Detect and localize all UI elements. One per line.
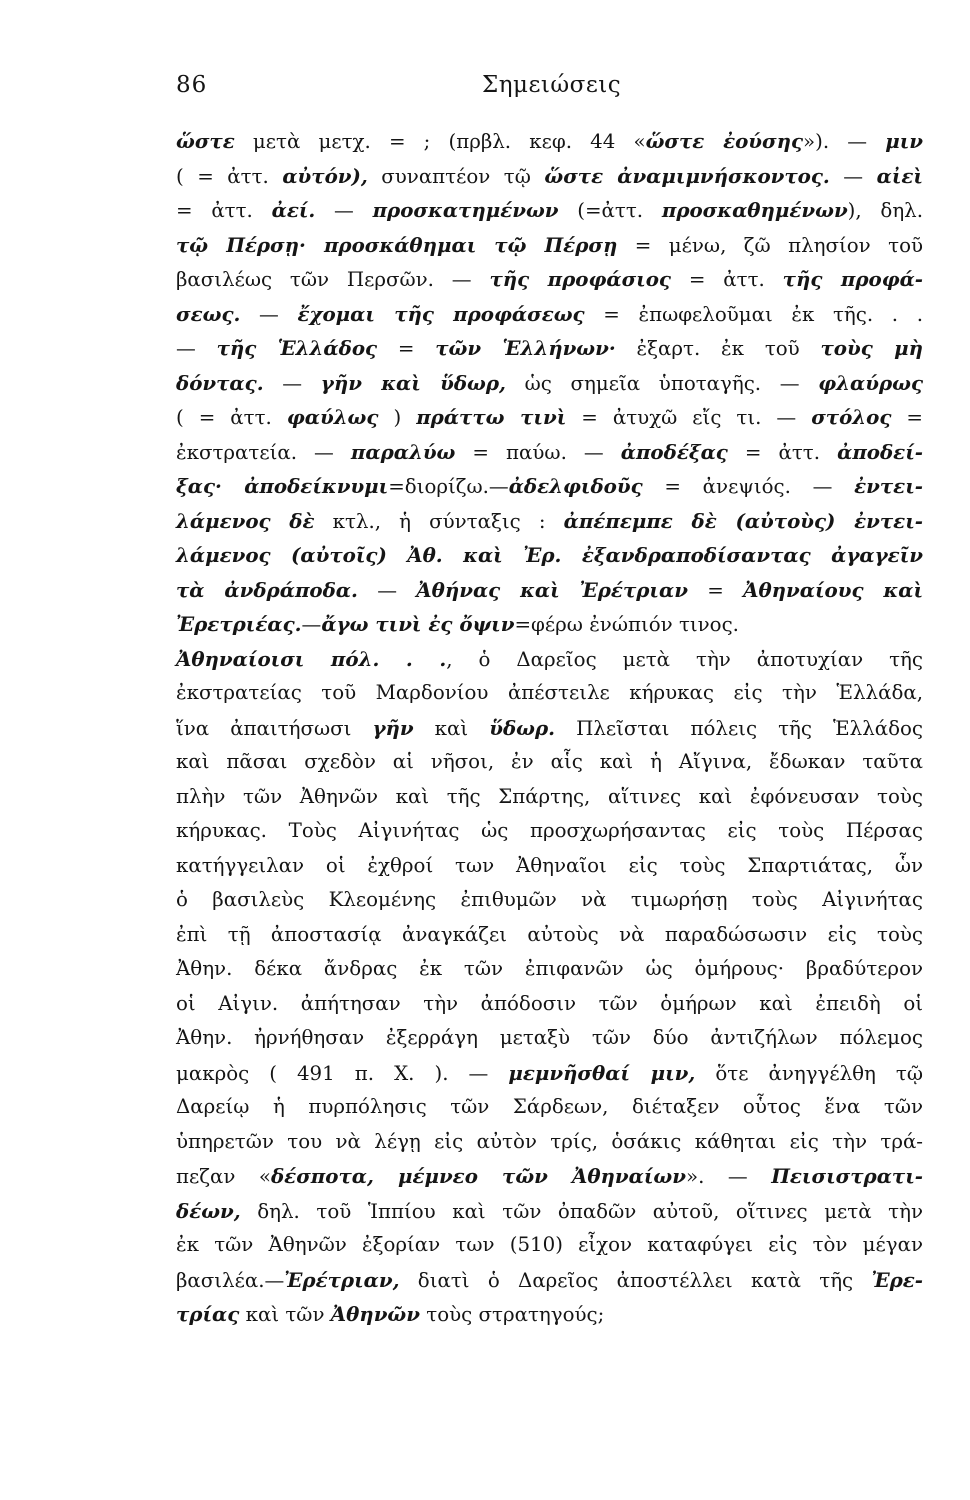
text-run: καὶ bbox=[413, 716, 490, 740]
lemma-term: τῆς Ἑλλάδος bbox=[216, 336, 378, 360]
text-run: Ἀθην. δέκα ἄνδρας ἐκ τῶν ἐπιφανῶν ὡς ὁμήρους· βραδύτερον bbox=[176, 957, 923, 980]
text-run: ὡς σημεῖα ὑποταγῆς. — bbox=[505, 371, 819, 395]
lemma-term: σεως. bbox=[176, 301, 241, 326]
text-run: δηλ. τοῦ Ἱππίου καὶ τῶν ὀπαδῶν αὐτοῦ, οἵτινες μετὰ τὴν bbox=[240, 1199, 923, 1223]
lemma-term: τῆς προφάσιος bbox=[489, 267, 671, 291]
text-run: οἱ Αἰγιν. ἀπήτησαν τὴν ἀπόδοσιν τῶν ὁμήρων καὶ ἐπειδὴ οἱ bbox=[176, 991, 923, 1015]
text-run: ( = ἀττ. bbox=[176, 164, 283, 188]
text-run: καὶ πᾶσαι σχεδὸν αἱ νῆσοι, ἐν αἷς καὶ ἡ Αἴγινα, ἔδωκαν ταῦτα bbox=[176, 750, 923, 773]
lemma-term: δόντας. bbox=[176, 370, 264, 395]
text-line bbox=[176, 228, 923, 263]
text-run: (=ἀττ. bbox=[558, 199, 662, 222]
text-run: — bbox=[315, 199, 373, 222]
text-run: βασιλέως τῶν Περσῶν. — bbox=[176, 268, 490, 291]
text-run: Ἀθην. ἠρνήθησαν ἐξερράγη μεταξὺ τῶν δύο ἀντιζήλων πόλεμος bbox=[176, 1026, 923, 1049]
lemma-term: αὐτόν), bbox=[282, 163, 368, 188]
text-run: τοὺς στρατηγούς; bbox=[419, 1303, 605, 1326]
lemma-term: πράττω τινὶ bbox=[416, 405, 567, 429]
text-line bbox=[176, 711, 923, 746]
lemma-term: τῷ Πέρσῃ· προσκάθημαι τῷ Πέρσῃ bbox=[176, 232, 618, 257]
text-line bbox=[176, 987, 923, 1022]
text-line bbox=[176, 676, 923, 711]
text-line bbox=[176, 193, 923, 228]
text-run: = ἐπωφελοῦμαι ἐκ τῆς. . . bbox=[584, 302, 924, 326]
text-run: = bbox=[891, 406, 923, 429]
text-line bbox=[176, 883, 923, 918]
text-run: Πλεῖσται πόλεις τῆς Ἑλλάδος bbox=[555, 716, 923, 740]
text-run: — bbox=[357, 578, 417, 602]
lemma-term: Πεισιστρατι- bbox=[771, 1164, 924, 1188]
lemma-term: Ἀθηνῶν bbox=[330, 1302, 420, 1326]
text-run: πεζαν « bbox=[176, 1165, 271, 1188]
lemma-term: προσκατημένων bbox=[372, 198, 559, 222]
lemma-term: ὥστε ἐούσης bbox=[645, 129, 804, 153]
text-run: κήρυκας. Τοὺς Αἰγινήτας ὡς προσχωρήσαντας εἰς τοὺς Πέρσας bbox=[176, 819, 923, 842]
lemma-term: Ἀθηναίοισι πόλ. . . bbox=[176, 646, 447, 671]
text-line bbox=[176, 745, 923, 780]
text-run: — bbox=[301, 613, 322, 636]
lemma-term: ἀποδέξας bbox=[620, 439, 728, 464]
text-run: πλὴν τῶν Ἀθηνῶν καὶ τῆς Σπάρτης, αἵτινες καὶ ἐφόνευσαν τοὺς bbox=[176, 784, 923, 808]
lemma-term: δέων, bbox=[176, 1198, 241, 1223]
text-run: = ἀττ. bbox=[727, 440, 838, 464]
text-run: ἐκστρατείας τοῦ Μαρδονίου ἀπέστειλε κήρυκας εἰς τὴν Ἑλλάδα, bbox=[176, 681, 923, 704]
lemma-term: ἀδελφιδοῦς bbox=[508, 474, 643, 498]
text-run: ἐπὶ τῇ ἀποστασίᾳ ἀναγκάζει αὐτοὺς νὰ παραδώσωσιν εἰς τοὺς bbox=[176, 922, 923, 946]
lemma-term: γῆν bbox=[372, 715, 414, 740]
text-run: συναπτέον τῷ bbox=[367, 164, 545, 188]
text-line bbox=[176, 1263, 923, 1298]
text-run: κατήγγειλαν οἱ ἐχθροί των Ἀθηναῖοι εἰς τοὺς Σπαρτιάτας, ὧν bbox=[176, 853, 923, 877]
text-line bbox=[176, 1194, 923, 1229]
text-run: ἐκστρατεία. — bbox=[176, 440, 351, 464]
text-line bbox=[176, 1090, 923, 1125]
lemma-term: τῆς προφά- bbox=[782, 267, 924, 291]
text-line bbox=[176, 331, 923, 366]
lemma-term: ξας· ἀποδείκνυμι bbox=[176, 474, 389, 498]
text-line bbox=[176, 1125, 923, 1160]
text-run: — bbox=[176, 337, 217, 360]
text-run: = παύω. — bbox=[455, 440, 621, 464]
text-line bbox=[176, 366, 923, 401]
text-run: — bbox=[263, 371, 321, 395]
lemma-term: μιν bbox=[885, 129, 923, 153]
text-line bbox=[176, 262, 923, 297]
lemma-term: ἀεί. bbox=[271, 198, 316, 222]
text-run: = ἀττ. bbox=[176, 199, 272, 222]
lemma-term: λάμενος δὲ bbox=[176, 508, 315, 533]
text-line bbox=[176, 814, 923, 849]
text-run: , ὁ Δαρεῖος μετὰ τὴν ἀποτυχίαν τῆς bbox=[446, 647, 923, 671]
text-run: καὶ τῶν bbox=[239, 1303, 331, 1326]
text-run: μετὰ μετχ. = ; (πρβλ. κεφ. 44 « bbox=[234, 130, 646, 153]
lemma-term: Ἐρέτριαν, bbox=[284, 1267, 400, 1292]
lemma-term: δέσποτα, μέμνεο τῶν Ἀθηναίων bbox=[270, 1164, 686, 1188]
lemma-term: μεμνῆσθαί μιν, bbox=[508, 1060, 696, 1085]
running-head-title: Σημειώσεις bbox=[482, 72, 622, 98]
text-run: = ἀνεψιός. — bbox=[642, 475, 855, 498]
text-line bbox=[176, 573, 923, 608]
lemma-term: τὰ ἀνδράποδα. bbox=[176, 577, 358, 602]
lemma-term: αἰεὶ bbox=[876, 163, 923, 188]
text-run: Δαρείῳ ἡ πυρπόλησις τῶν Σάρδεων, διέταξεν οὗτος ἕνα τῶν bbox=[176, 1095, 923, 1118]
lemma-term: τρίας bbox=[176, 1302, 240, 1326]
lemma-term: τοὺς μὴ bbox=[820, 336, 924, 360]
lemma-term: λάμενος (αὐτοῖς) Ἀθ. καὶ Ἐρ. ἐξανδραποδίσαντας ἀγαγεῖν bbox=[176, 543, 923, 567]
text-line bbox=[176, 780, 923, 815]
text-line bbox=[176, 435, 923, 470]
lemma-term: Ἐρετριέας. bbox=[176, 612, 302, 636]
text-run: ( = ἀττ. bbox=[176, 406, 287, 429]
text-line bbox=[176, 297, 923, 332]
lemma-term: ἔχομαι τῆς προφάσεως bbox=[297, 301, 585, 326]
text-run: = μένω, ζῶ πλησίον τοῦ bbox=[617, 233, 923, 257]
text-run: ». — bbox=[686, 1165, 772, 1188]
lemma-term: προσκαθημένων bbox=[661, 198, 848, 222]
text-line bbox=[176, 1228, 923, 1263]
text-run: =φέρω ἐνώπιόν τινος. bbox=[514, 613, 739, 636]
text-line bbox=[176, 607, 923, 642]
lemma-term: Ἀθήνας καὶ Ἐρέτριαν bbox=[416, 577, 688, 602]
text-line bbox=[176, 1056, 923, 1091]
page-number: 86 bbox=[176, 72, 208, 98]
lemma-term: Ἐρε- bbox=[871, 1267, 923, 1292]
lemma-term: στόλος bbox=[811, 405, 892, 429]
text-run: =διορίζω.— bbox=[388, 475, 509, 498]
notes-body-text bbox=[176, 124, 923, 1332]
text-line bbox=[176, 1159, 923, 1194]
text-line bbox=[176, 849, 923, 884]
text-line bbox=[176, 469, 923, 504]
text-run: κτλ., ἡ σύνταξις : bbox=[314, 509, 564, 533]
lemma-term: ἄγω τινὶ ἐς ὄψιν bbox=[321, 612, 515, 636]
text-run: ἵνα ἀπαιτήσωσι bbox=[176, 716, 373, 740]
text-run: ὅτε ἀνηγγέλθη τῷ bbox=[695, 1061, 924, 1085]
text-line bbox=[176, 1021, 923, 1056]
lemma-term: ὕδωρ. bbox=[489, 715, 556, 740]
text-line bbox=[176, 538, 923, 573]
text-run: »). — bbox=[803, 130, 886, 153]
text-line bbox=[176, 504, 923, 539]
text-run: = ἀτυχῶ εἴς τι. — bbox=[566, 406, 812, 429]
text-run: = bbox=[377, 337, 436, 360]
lemma-term: Ἀθηναίους καὶ bbox=[743, 577, 924, 602]
text-run: ἐξαρτ. ἐκ τοῦ bbox=[615, 337, 821, 360]
text-line bbox=[176, 124, 923, 159]
lemma-term: ὥστε bbox=[176, 129, 235, 153]
text-run: διατὶ ὁ Δαρεῖος ἀποστέλλει κατὰ τῆς bbox=[399, 1268, 872, 1292]
text-run: = bbox=[687, 578, 744, 602]
lemma-term: γῆν καὶ ὕδωρ, bbox=[320, 370, 506, 395]
text-line bbox=[176, 1297, 923, 1332]
text-run: μακρὸς ( 491 π. Χ. ). — bbox=[176, 1061, 509, 1085]
lemma-term: τῶν Ἑλλήνων· bbox=[435, 336, 616, 360]
text-run: ) bbox=[378, 406, 417, 429]
text-run: — bbox=[829, 164, 877, 188]
text-run: ὑπηρετῶν του νὰ λέγῃ εἰς αὐτὸν τρίς, ὁσάκις κάθηται εἰς τὴν τρά- bbox=[176, 1129, 923, 1153]
text-line bbox=[176, 952, 923, 987]
text-line bbox=[176, 642, 923, 677]
lemma-term: φλαύρως bbox=[818, 370, 924, 395]
text-run: βασιλέα.— bbox=[176, 1268, 285, 1292]
text-run: = ἀττ. bbox=[670, 268, 783, 291]
text-run: ), δηλ. bbox=[847, 199, 924, 222]
lemma-term: ἀποδεί- bbox=[837, 439, 923, 464]
text-run: ὁ βασιλεὺς Κλεομένης ἐπιθυμῶν νὰ τιμωρήσῃ τοὺς Αἰγινήτας bbox=[176, 888, 923, 911]
text-run: ἐκ τῶν Ἀθηνῶν ἐξορίαν των (510) εἶχον καταφύγει εἰς τὸν μέγαν bbox=[176, 1233, 923, 1256]
lemma-term: ἀπέπεμπε δὲ (αὐτοὺς) ἐντει- bbox=[563, 508, 923, 533]
lemma-term: ὥστε ἀναμιμνήσκοντος. bbox=[544, 163, 830, 188]
lemma-term: παραλύω bbox=[350, 439, 456, 464]
lemma-term: ἐντει- bbox=[854, 474, 923, 498]
lemma-term: φαύλως bbox=[286, 405, 379, 429]
text-line bbox=[176, 918, 923, 953]
text-line bbox=[176, 159, 923, 194]
text-run: — bbox=[240, 302, 298, 326]
text-line bbox=[176, 400, 923, 435]
